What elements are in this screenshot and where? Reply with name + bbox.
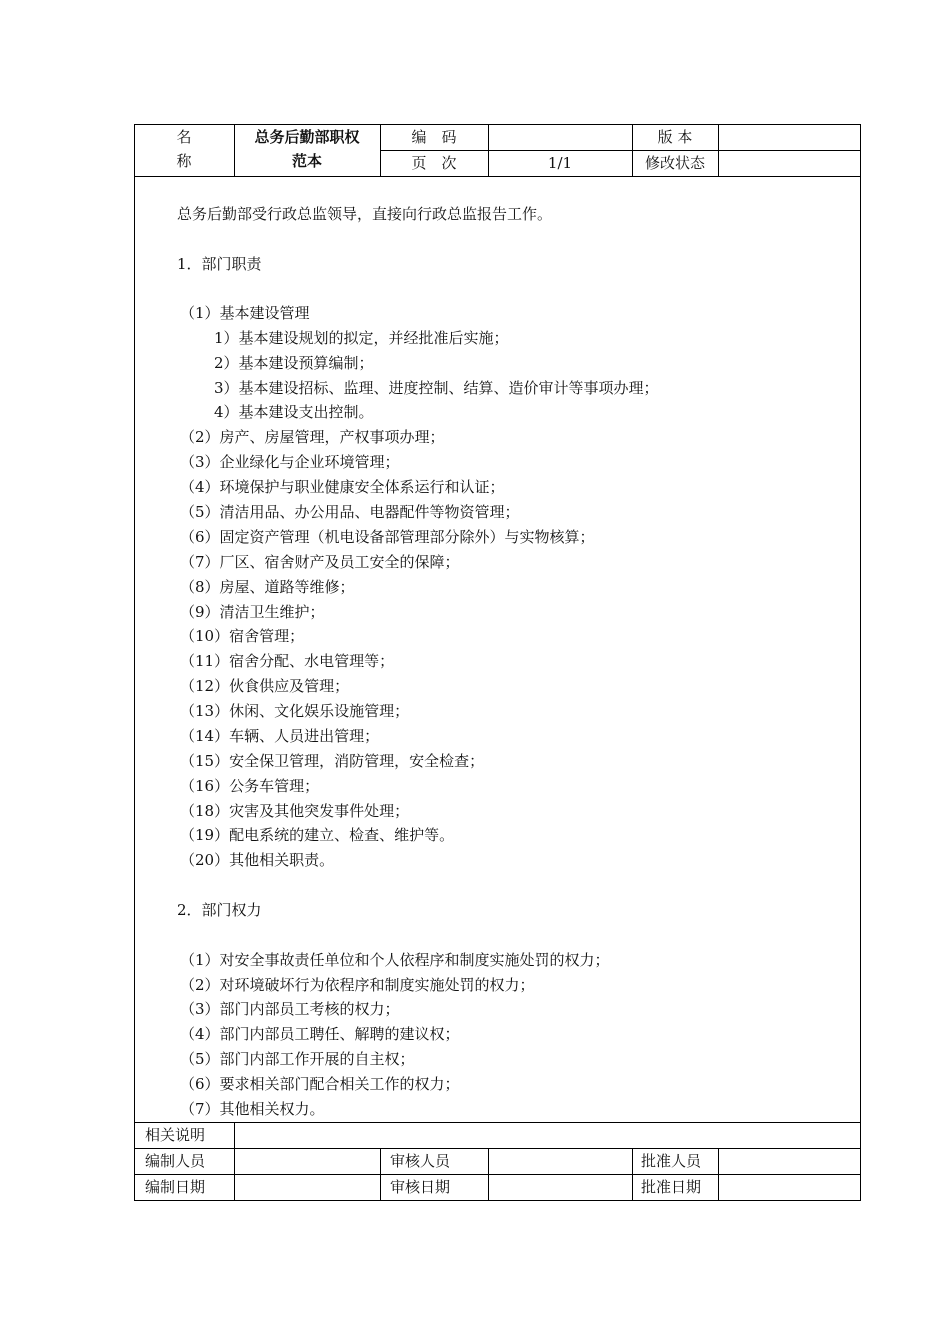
version-label: 版 本 [657,128,693,146]
page-value: 1/1 [547,154,573,172]
list-item: （7）其他相关权力。 [180,1100,325,1118]
name-label: 名 称 [176,128,192,170]
list-subitem: 2）基本建设预算编制； [214,354,374,372]
list-subitem: 3）基本建设招标、监理、进度控制、结算、造价审计等事项办理； [214,379,659,397]
list-item: （6）固定资产管理（机电设备部管理部分除外）与实物核算； [180,528,595,546]
list-item: （15）安全保卫管理，消防管理，安全检查； [180,752,485,770]
list-item: （4）部门内部员工聘任、解聘的建议权； [180,1025,460,1043]
list-item: （13）休闲、文化娱乐设施管理； [180,702,410,720]
reviewed-by-label: 审核人员 [390,1152,451,1170]
list-item: （12）伙食供应及管理； [180,677,350,695]
list-item: （5）清洁用品、办公用品、电器配件等物资管理； [180,503,520,521]
list-item: （6）要求相关部门配合相关工作的权力； [180,1075,460,1093]
list-item: （1）基本建设管理 [180,304,310,322]
list-subitem: 1）基本建设规划的拟定，并经批准后实施； [214,329,509,347]
list-item: （10）宿舍管理； [180,627,305,645]
notes-label: 相关说明 [145,1126,206,1144]
list-item: （20）其他相关职责。 [180,851,335,869]
list-item: （2）房产、房屋管理，产权事项办理； [180,428,445,446]
list-item: （3）部门内部员工考核的权力； [180,1000,400,1018]
list-item: （14）车辆、人员进出管理； [180,727,380,745]
intro-text: 总务后勤部受行政总监领导，直接向行政总监报告工作。 [177,205,553,223]
list-subitem: 4）基本建设支出控制。 [214,403,374,421]
prepared-by-label: 编制人员 [145,1152,206,1170]
list-item: （2）对环境破坏行为依程序和制度实施处罚的权力； [180,976,535,994]
document-title: 总务后勤部职权 范本 [254,128,360,170]
list-item: （5）部门内部工作开展的自主权； [180,1050,415,1068]
list-item: （9）清洁卫生维护； [180,603,325,621]
list-item: （3）企业绿化与企业环境管理； [180,453,400,471]
section-heading: 2．部门权力 [177,901,262,919]
prepared-date-label: 编制日期 [145,1178,206,1196]
page-label: 页 次 [411,154,457,172]
list-item: （18）灾害及其他突发事件处理； [180,802,410,820]
section-heading: 1．部门职责 [177,255,262,273]
approved-by-label: 批准人员 [641,1152,702,1170]
list-item: （11）宿舍分配、水电管理等； [180,652,395,670]
reviewed-date-label: 审核日期 [390,1178,451,1196]
list-item: （16）公务车管理； [180,777,320,795]
list-item: （4）环境保护与职业健康安全体系运行和认证； [180,478,505,496]
approved-date-label: 批准日期 [641,1178,702,1196]
code-label: 编 码 [411,128,457,146]
revision-label: 修改状态 [644,154,705,172]
list-item: （8）房屋、道路等维修； [180,578,355,596]
list-item: （7）厂区、宿舍财产及员工安全的保障； [180,553,460,571]
list-item: （19）配电系统的建立、检查、维护等。 [180,826,455,844]
list-item: （1）对安全事故责任单位和个人依程序和制度实施处罚的权力； [180,951,610,969]
